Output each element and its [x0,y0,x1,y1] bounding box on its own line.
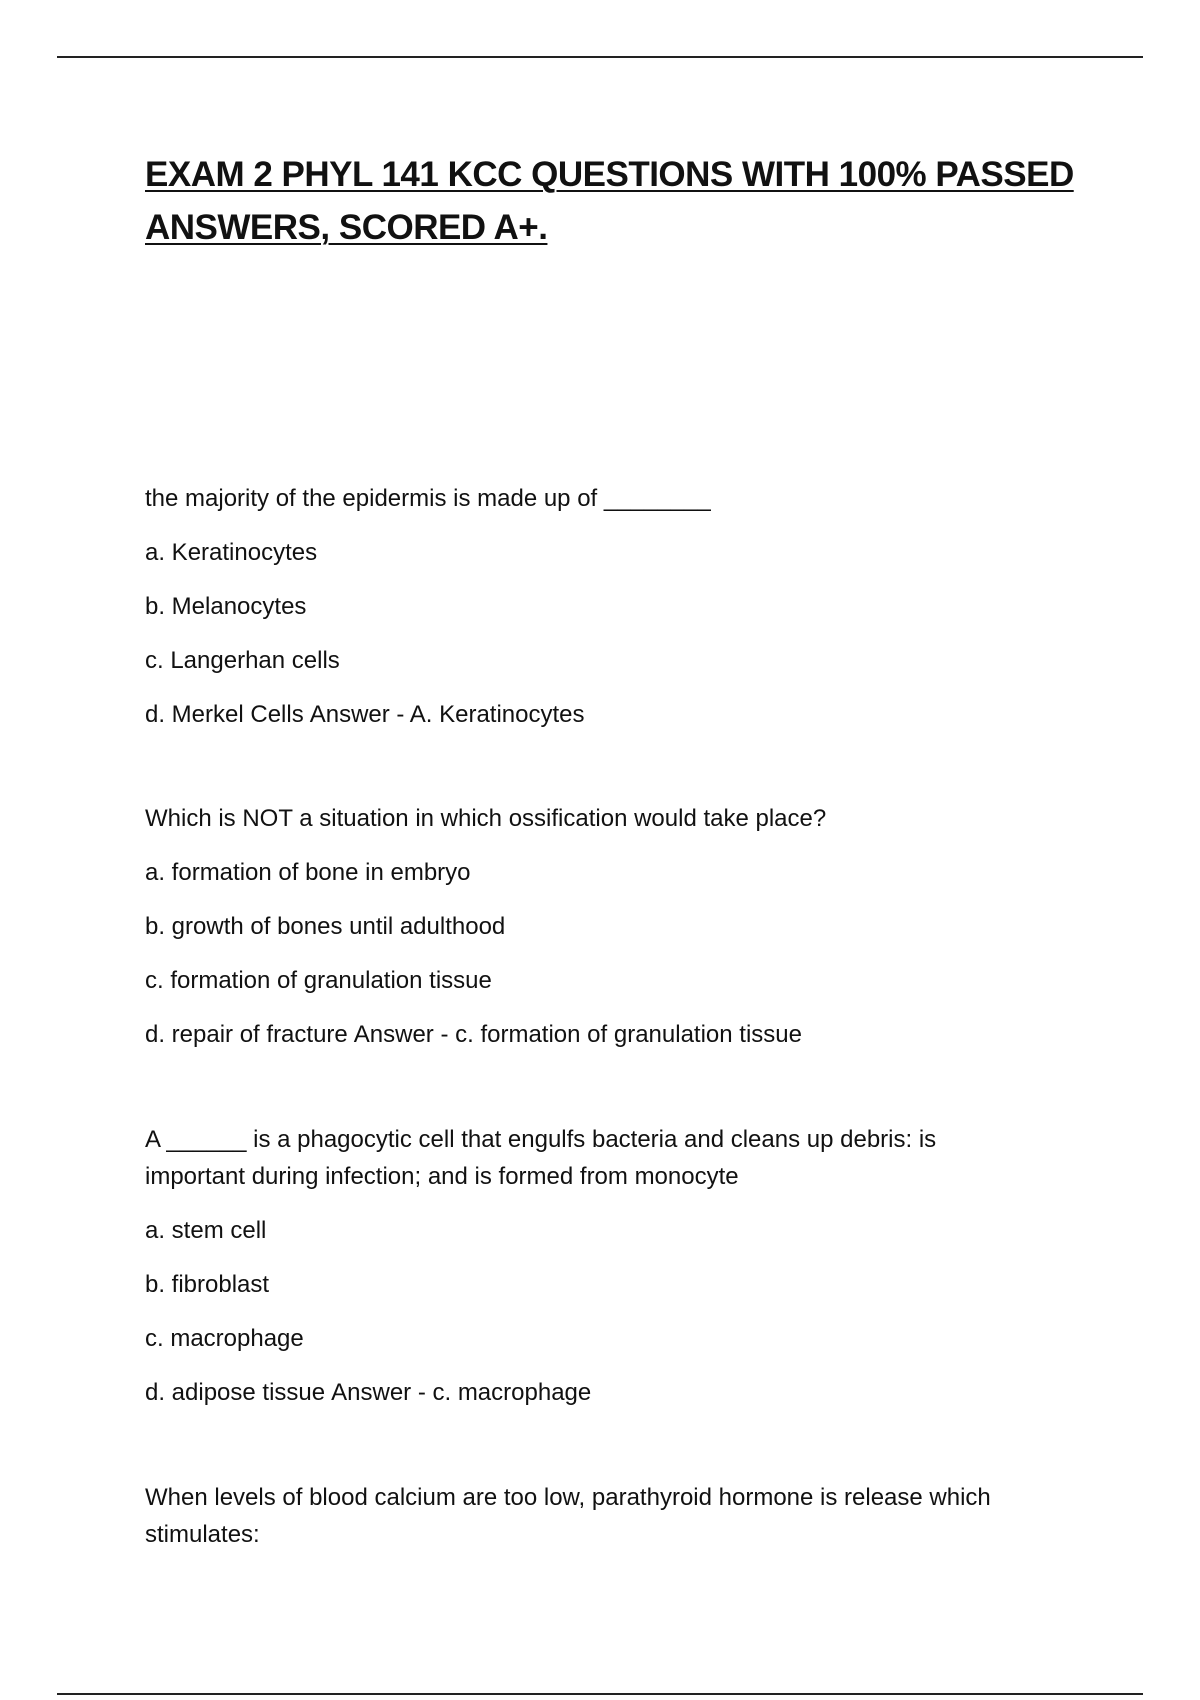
question-text: A ______ is a phagocytic cell that engulfs bacteria and cleans up debris: is important during infection; and is formed from monocyte [145,1126,937,1190]
question-text: the majority of the epidermis is made up of ________ [145,485,711,512]
option-d-with-answer [145,1374,1025,1411]
option-b: b. Melanocytes [145,593,307,620]
question-2 [145,800,1025,1053]
option-c: c. formation of granulation tissue [145,967,492,994]
option-d-with-answer [145,696,1025,733]
question-text: Which is NOT a situation in which ossification would take place? [145,805,827,832]
option-d: d. repair of fracture [145,1021,348,1048]
option-c: c. macrophage [145,1325,304,1352]
option-d: d. adipose tissue [145,1379,326,1406]
question-3 [145,1121,1025,1411]
question-text: When levels of blood calcium are too low, parathyroid hormone is release which stimulates: [145,1484,991,1548]
question-4 [145,1479,1025,1553]
option-d: d. Merkel Cells [145,701,304,728]
answer-text: Answer - A. Keratinocytes [309,701,585,728]
top-divider [57,56,1143,58]
question-1 [145,480,1025,733]
bottom-divider [57,1693,1143,1695]
option-d-with-answer [145,1016,1025,1053]
option-c: c. Langerhan cells [145,647,340,674]
answer-text: Answer - c. macrophage [331,1379,592,1406]
answer-text: Answer - c. formation of granulation tissue [353,1021,802,1048]
document-title: EXAM 2 PHYL 141 KCC QUESTIONS WITH 100% PASSED ANSWERS, SCORED A+. [145,155,1074,247]
option-a: a. stem cell [145,1217,267,1244]
option-b: b. fibroblast [145,1271,270,1298]
option-a: a. formation of bone in embryo [145,859,471,886]
option-b: b. growth of bones until adulthood [145,913,506,940]
option-a: a. Keratinocytes [145,539,318,566]
